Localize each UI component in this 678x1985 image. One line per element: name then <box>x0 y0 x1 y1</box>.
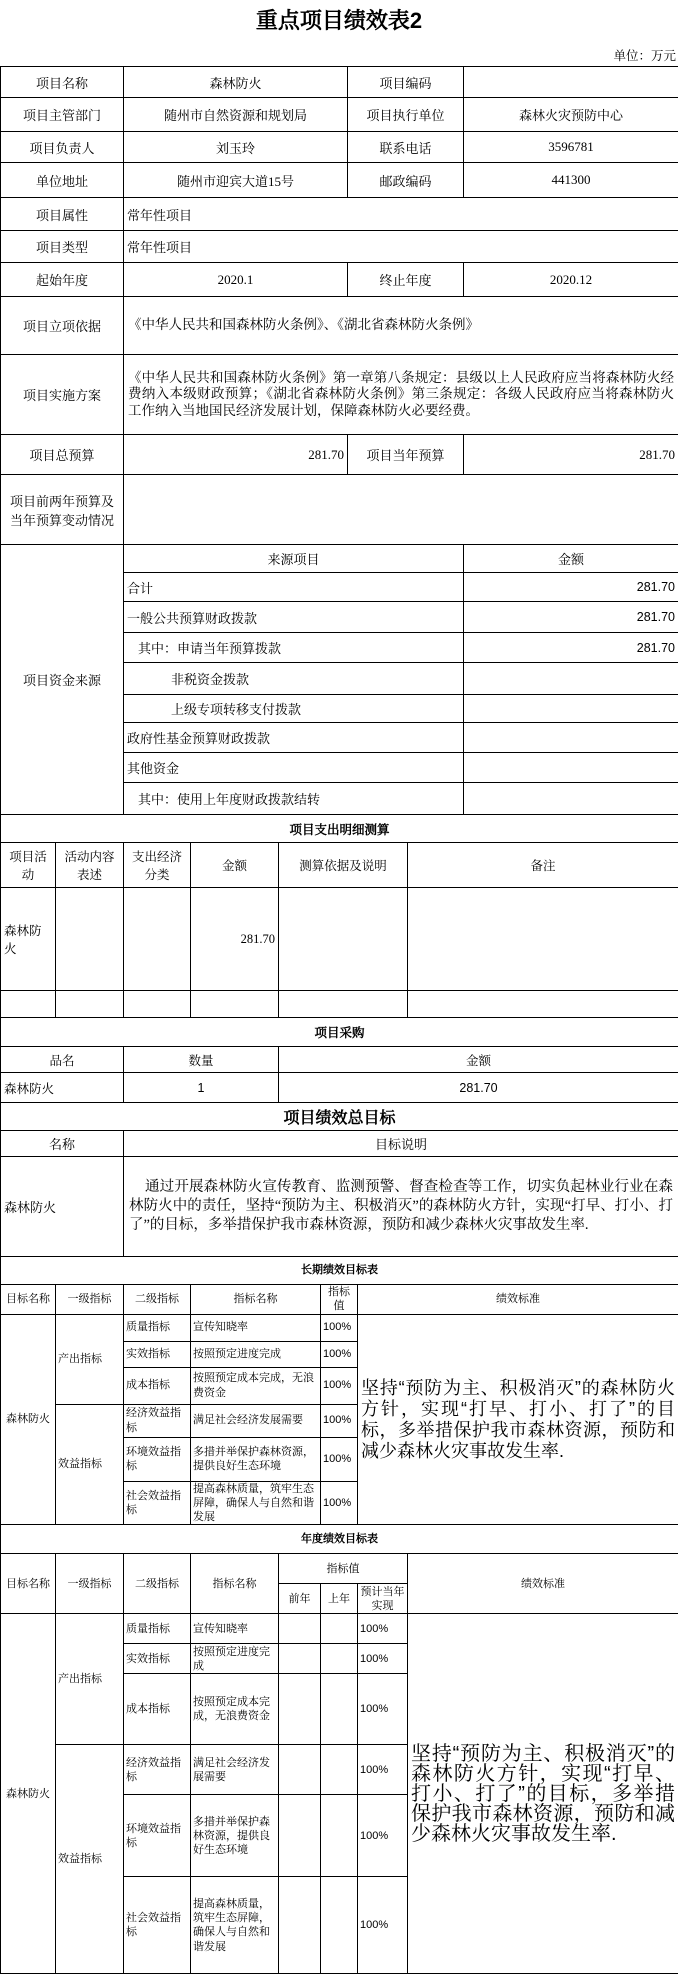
overall-goal-table <box>0 1102 678 1257</box>
indicator-name: 多措并举保护森林资源，提供良好生态环境 <box>191 1437 321 1481</box>
header-row <box>1 1285 678 1315</box>
col-header: 目标说明 <box>124 1131 678 1157</box>
indicator-name: 按照预定成本完成，无浪费资金 <box>191 1674 279 1745</box>
indicator-name: 按照预定进度完成 <box>191 1644 279 1674</box>
col-header: 金额 <box>279 1047 678 1073</box>
level2-indicator: 成本指标 <box>124 1367 191 1404</box>
table-row <box>1 163 678 198</box>
section-title-row <box>1 1018 678 1047</box>
value-prev1 <box>321 1745 358 1795</box>
empty-cell <box>191 991 279 1018</box>
empty-cell <box>1 991 56 1018</box>
field-label: 项目类型 <box>1 231 124 263</box>
value-expected: 100% <box>358 1877 408 1974</box>
activity-desc <box>56 888 124 991</box>
funding-source-name: 合计 <box>124 573 464 602</box>
section-title: 项目绩效总目标 <box>1 1103 678 1131</box>
table-row <box>1 355 678 435</box>
longterm-goals-table <box>0 1256 678 1525</box>
section-title-row <box>1 1257 678 1285</box>
col-header: 项目活动 <box>1 843 56 888</box>
funding-sources-table <box>0 544 678 815</box>
value-prev2 <box>279 1614 321 1644</box>
field-label: 项目主管部门 <box>1 98 124 132</box>
section-title: 项目支出明细测算 <box>1 815 678 843</box>
goal-name: 森林防火 <box>1 1614 56 1974</box>
value-prev2 <box>279 1795 321 1877</box>
section-title-row <box>1 815 678 843</box>
field-value: 森林火灾预防中心 <box>464 98 678 132</box>
col-header: 活动内容表述 <box>56 843 124 888</box>
value-expected: 100% <box>358 1614 408 1644</box>
field-label: 项目名称 <box>1 67 124 98</box>
col-header: 名称 <box>1 1131 124 1157</box>
level2-indicator: 环境效益指标 <box>124 1795 191 1877</box>
funding-amount <box>464 753 678 783</box>
col-header: 备注 <box>408 843 678 888</box>
value-expected: 100% <box>358 1745 408 1795</box>
funding-amount: 281.70 <box>464 633 678 663</box>
col-header: 一级指标 <box>56 1554 124 1614</box>
table-row <box>1 1157 678 1257</box>
funding-amount <box>464 663 678 695</box>
amount-value: 281.70 <box>124 435 348 475</box>
field-label: 项目前两年预算及当年预算变动情况 <box>1 475 124 545</box>
note-cell <box>408 888 678 991</box>
funding-amount <box>464 783 678 815</box>
field-label: 项目当年预算 <box>348 435 464 475</box>
col-header: 指标名称 <box>191 1285 321 1315</box>
indicator-value: 100% <box>321 1404 358 1437</box>
funding-section-label: 项目资金来源 <box>1 545 124 815</box>
col-header: 金额 <box>464 545 678 573</box>
section-title: 项目采购 <box>1 1018 678 1047</box>
indicator-value: 100% <box>321 1314 358 1341</box>
unit-note: 单位：万元 <box>613 49 676 63</box>
indicator-name: 按照预定成本完成，无浪费资金 <box>191 1367 321 1404</box>
funding-amount: 281.70 <box>464 602 678 633</box>
header-row <box>1 1131 678 1157</box>
level2-indicator: 环境效益指标 <box>124 1437 191 1481</box>
indicator-name: 宣传知晓率 <box>191 1614 279 1644</box>
table-row <box>1 297 678 355</box>
level1-indicator: 产出指标 <box>56 1614 124 1745</box>
indicator-name: 满足社会经济发展需要 <box>191 1404 321 1437</box>
goal-description: 通过开展森林防火宣传教育、监测预警、督查检查等工作，切实负起林业行业在森林防火中的责任，坚持“预防为主、积极消灭”的森林防火方针，实现“打早、打小、打了”的目标，多举措保护我市森林资源，预防和减少森林火灾事故发生率. <box>124 1157 678 1257</box>
expense-category <box>124 888 191 991</box>
field-value: 2020.1 <box>124 263 348 297</box>
level2-indicator: 质量指标 <box>124 1314 191 1341</box>
header-row <box>1 843 678 888</box>
indicator-value: 100% <box>321 1481 358 1525</box>
field-value: 随州市迎宾大道15号 <box>124 163 348 198</box>
funding-source-name: 其他资金 <box>124 753 464 783</box>
value-prev2 <box>279 1674 321 1745</box>
field-value: 2020.12 <box>464 263 678 297</box>
expenditure-detail-table <box>0 814 678 1018</box>
page-title: 重点项目绩效表2 <box>255 8 423 33</box>
indicator-name: 宣传知晓率 <box>191 1314 321 1341</box>
indicator-value: 100% <box>321 1437 358 1481</box>
value-prev1 <box>321 1674 358 1745</box>
value-prev2 <box>279 1877 321 1974</box>
col-header: 指标值 <box>321 1285 358 1315</box>
field-label: 项目立项依据 <box>1 297 124 355</box>
level2-indicator: 实效指标 <box>124 1341 191 1367</box>
funding-amount <box>464 695 678 723</box>
value-prev1 <box>321 1614 358 1644</box>
goal-name: 森林防火 <box>1 1314 56 1525</box>
calc-basis <box>279 888 408 991</box>
level1-indicator: 效益指标 <box>56 1745 124 1974</box>
table-row <box>1 263 678 297</box>
col-header: 数量 <box>124 1047 279 1073</box>
funding-source-name: 其中：申请当年预算拨款 <box>124 633 464 663</box>
col-header-group: 指标值 <box>279 1554 408 1584</box>
col-header: 指标名称 <box>191 1554 279 1614</box>
funding-source-name: 政府性基金预算财政拨款 <box>124 723 464 753</box>
indicator-name: 多措并举保护森林资源，提供良好生态环境 <box>191 1795 279 1877</box>
level2-indicator: 质量指标 <box>124 1614 191 1644</box>
field-value: 3596781 <box>464 132 678 163</box>
col-header: 预计当年实现 <box>358 1584 408 1614</box>
value-prev1 <box>321 1877 358 1974</box>
level2-indicator: 经济效益指标 <box>124 1404 191 1437</box>
empty-cell <box>279 991 408 1018</box>
col-header: 品名 <box>1 1047 124 1073</box>
field-label: 项目实施方案 <box>1 355 124 435</box>
value-expected: 100% <box>358 1644 408 1674</box>
col-header: 上年 <box>321 1584 358 1614</box>
field-value: 随州市自然资源和规划局 <box>124 98 348 132</box>
level2-indicator: 实效指标 <box>124 1644 191 1674</box>
funding-amount: 281.70 <box>464 573 678 602</box>
section-title: 长期绩效目标表 <box>1 1257 678 1285</box>
procurement-table <box>0 1017 678 1103</box>
value-expected: 100% <box>358 1674 408 1745</box>
col-header: 来源项目 <box>124 545 464 573</box>
field-value: 441300 <box>464 163 678 198</box>
col-header: 前年 <box>279 1584 321 1614</box>
item-name: 森林防火 <box>1 1073 124 1103</box>
table-row <box>1 435 678 475</box>
value-prev2 <box>279 1644 321 1674</box>
activity-name: 森林防火 <box>1 888 56 991</box>
field-label: 项目编码 <box>348 67 464 98</box>
table-row <box>1 198 678 231</box>
indicator-value: 100% <box>321 1341 358 1367</box>
table-row <box>1 67 678 98</box>
performance-report-document <box>0 6 678 1974</box>
table-row <box>1 888 678 991</box>
field-label: 终止年度 <box>348 263 464 297</box>
field-label: 单位地址 <box>1 163 124 198</box>
level2-indicator: 社会效益指标 <box>124 1877 191 1974</box>
funding-amount <box>464 723 678 753</box>
goal-name: 森林防火 <box>1 1157 124 1257</box>
header-row <box>1 1554 678 1584</box>
section-title-row <box>1 1103 678 1131</box>
annual-goals-table <box>0 1524 678 1974</box>
col-header: 二级指标 <box>124 1285 191 1315</box>
field-value: 森林防火 <box>124 67 348 98</box>
indicator-row <box>1 1614 678 1644</box>
table-row <box>1 475 678 545</box>
table-row <box>1 132 678 163</box>
table-row <box>1 231 678 263</box>
indicator-row <box>1 1314 678 1341</box>
indicator-name: 按照预定进度完成 <box>191 1341 321 1367</box>
performance-standard: 坚持“预防为主、积极消灭”的森林防火方针，实现“打早、打小、打了”的目标，多举措保护我市森林资源，预防和减少森林火灾事故发生率. <box>358 1314 678 1525</box>
col-header: 金额 <box>191 843 279 888</box>
field-value <box>124 475 678 545</box>
level1-indicator: 效益指标 <box>56 1404 124 1525</box>
empty-cell <box>124 991 191 1018</box>
table-row <box>1 545 678 573</box>
indicator-name: 满足社会经济发展需要 <box>191 1745 279 1795</box>
field-label: 项目属性 <box>1 198 124 231</box>
value-prev1 <box>321 1644 358 1674</box>
table-row <box>1 98 678 132</box>
amount-value: 281.70 <box>464 435 678 475</box>
field-label: 项目负责人 <box>1 132 124 163</box>
field-label: 邮政编码 <box>348 163 464 198</box>
header-row <box>1 1047 678 1073</box>
level1-indicator: 产出指标 <box>56 1314 124 1404</box>
col-header: 支出经济分类 <box>124 843 191 888</box>
funding-source-name: 非税资金拨款 <box>124 663 464 695</box>
field-label: 项目执行单位 <box>348 98 464 132</box>
basic-info-table <box>0 66 678 545</box>
empty-cell <box>56 991 124 1018</box>
field-value: 《中华人民共和国森林防火条例》、《湖北省森林防火条例》 <box>124 297 678 355</box>
indicator-value: 100% <box>321 1367 358 1404</box>
col-header: 绩效标准 <box>408 1554 678 1614</box>
table-row <box>1 1073 678 1103</box>
field-value: 《中华人民共和国森林防火条例》第一章第八条规定：县级以上人民政府应当将森林防火经费纳入本级财政预算；《湖北省森林防火条例》第三条规定：各级人民政府应当将森林防火工作纳入当地国民经济发展计划，保障森林防火必要经费。 <box>124 355 678 435</box>
col-header: 一级指标 <box>56 1285 124 1315</box>
funding-source-name: 一般公共预算财政拨款 <box>124 602 464 633</box>
empty-cell <box>408 991 678 1018</box>
table-row <box>1 991 678 1018</box>
level2-indicator: 成本指标 <box>124 1674 191 1745</box>
field-value: 刘玉玲 <box>124 132 348 163</box>
col-header: 绩效标准 <box>358 1285 678 1315</box>
level2-indicator: 经济效益指标 <box>124 1745 191 1795</box>
funding-source-name: 其中：使用上年度财政拨款结转 <box>124 783 464 815</box>
field-label: 起始年度 <box>1 263 124 297</box>
field-value: 常年性项目 <box>124 198 678 231</box>
funding-source-name: 上级专项转移支付拨款 <box>124 695 464 723</box>
field-value <box>464 67 678 98</box>
col-header: 目标名称 <box>1 1285 56 1315</box>
field-label: 项目总预算 <box>1 435 124 475</box>
section-title: 年度绩效目标表 <box>1 1525 678 1554</box>
amount-value: 281.70 <box>279 1073 678 1103</box>
value-expected: 100% <box>358 1795 408 1877</box>
value-prev2 <box>279 1745 321 1795</box>
indicator-name: 提高森林质量，筑牢生态屏障，确保人与自然和谐发展 <box>191 1481 321 1525</box>
level2-indicator: 社会效益指标 <box>124 1481 191 1525</box>
col-header: 目标名称 <box>1 1554 56 1614</box>
indicator-name: 提高森林质量，筑牢生态屏障，确保人与自然和谐发展 <box>191 1877 279 1974</box>
field-value: 常年性项目 <box>124 231 678 263</box>
col-header: 测算依据及说明 <box>279 843 408 888</box>
field-label: 联系电话 <box>348 132 464 163</box>
section-title-row <box>1 1525 678 1554</box>
amount-value: 281.70 <box>191 888 279 991</box>
performance-standard: 坚持“预防为主、积极消灭”的森林防火方针，实现“打早、打小、打了”的目标，多举措保护我市森林资源，预防和减少森林火灾事故发生率. <box>408 1614 678 1974</box>
value-prev1 <box>321 1795 358 1877</box>
item-qty: 1 <box>124 1073 279 1103</box>
col-header: 二级指标 <box>124 1554 191 1614</box>
